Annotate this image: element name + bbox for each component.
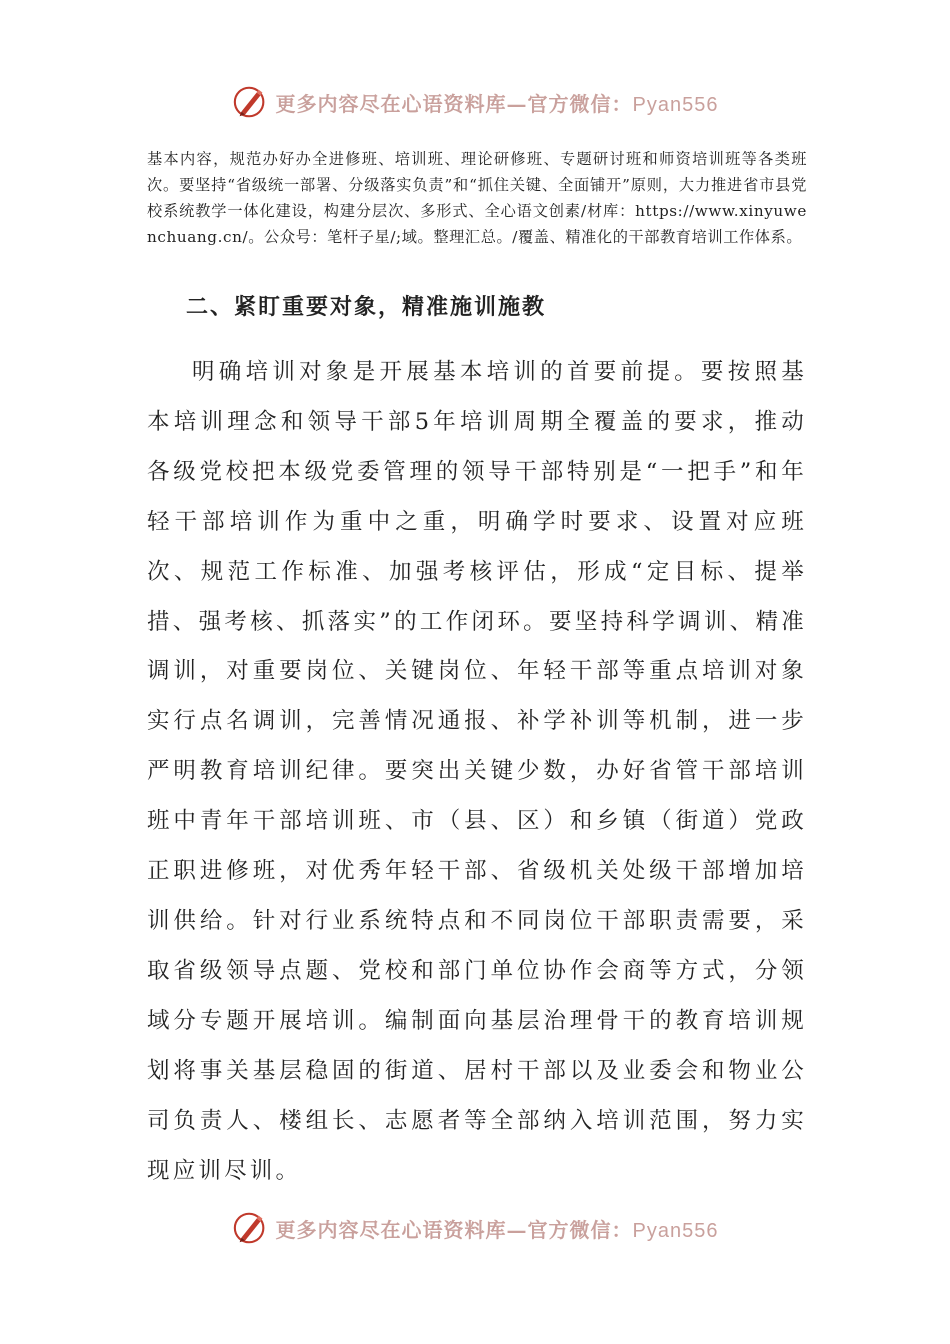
header-banner: [0, 82, 950, 122]
body-paragraph: 明确培训对象是开展基本培训的首要前提。要按照基本培训理念和领导干部5年培训周期全覆盖的要求，推动各级党校把本级党委管理的领导干部特别是“一把手”和年轻干部培训作为重中之重，明确学时要求、设置对应班次、规范工作标准、加强考核评估，形成“定目标、提举措、强考核、抓落实”的工作闭环。要坚持科学调训、精准调训，对重要岗位、关键岗位、年轻干部等重点培训对象实行点名调训，完善情况通报、补学补训等机制，进一步严明教育培训纪律。要突出关键少数，办好省管干部培训班中青年干部培训班、市（县、区）和乡镇（街道）党政正职进修班，对优秀年轻干部、省级机关处级干部增加培训供给。针对行业系统特点和不同岗位干部职责需要，采取省级领导点题、党校和部门单位协作会商等方式，分领域分专题开展培训。编制面向基层治理骨干的教育培训规划将事关基层稳固的街道、居村干部以及业委会和物业公司负责人、楼组长、志愿者等全部纳入培训范围，努力实现应训尽训。: [147, 359, 807, 1184]
lead-paragraph: 基本内容，规范办好办全进修班、培训班、理论研修班、专题研讨班和师资培训班等各类班次。要坚持“省级统一部署、分级落实负责”和“抓住关键、全面铺开”原则，大力推进省市县党校系统教学一体化建设，构建分层次、多形式、全心语文创素/材库：https://www.xinyuwenchuang.cn/。公众号：笔杆子星/;域。整理汇总。/覆盖、精准化的干部教育培训工作体系。: [147, 150, 807, 246]
wechat-id: Pyan556: [632, 1219, 719, 1242]
footer-banner: [0, 1208, 950, 1248]
banner-text: [276, 88, 719, 117]
pen-logo-icon: [232, 83, 270, 121]
wechat-id: Pyan556: [632, 93, 719, 116]
pen-logo-icon: [232, 1209, 270, 1247]
banner-text: [276, 1214, 719, 1243]
section-heading: 二、紧盯重要对象，精准施训施教: [186, 294, 547, 320]
banner-label: 更多内容尽在心语资料库—官方微信：: [275, 1217, 633, 1242]
banner-label: 更多内容尽在心语资料库—官方微信：: [275, 91, 633, 116]
